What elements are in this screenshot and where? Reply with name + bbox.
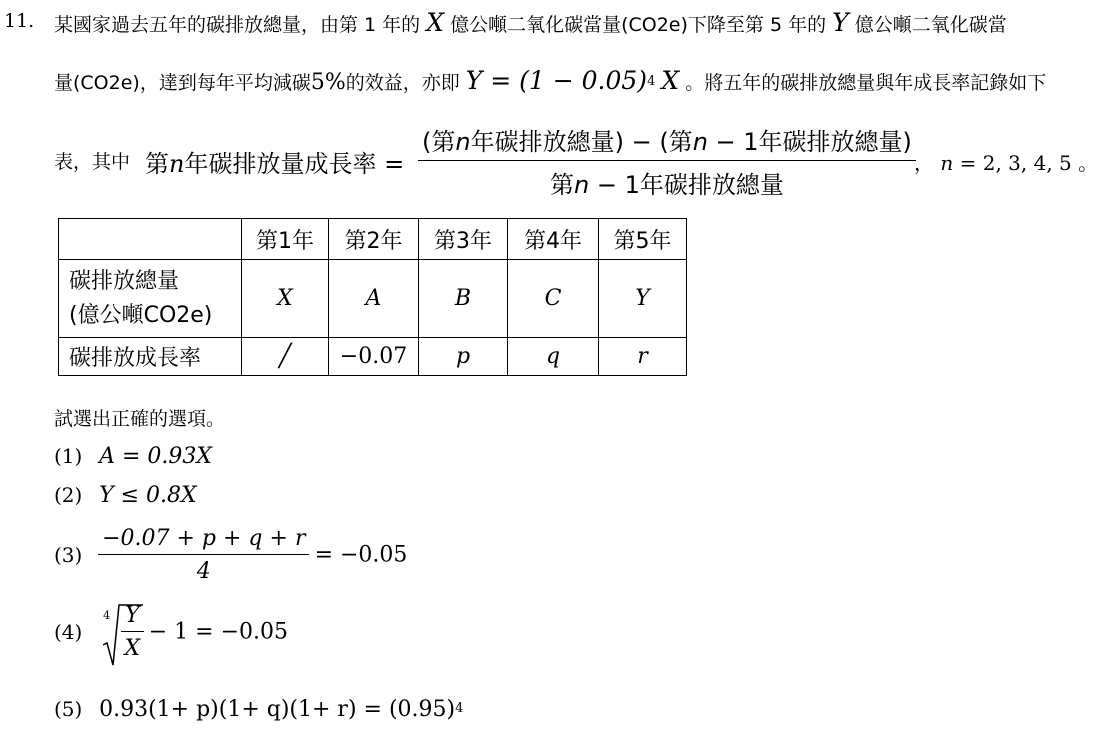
formula-lhs: Y = (1 − 0.05): [465, 66, 648, 95]
rate-num-4: − 1年碳排放總量): [707, 128, 912, 156]
line2-text-b: 的效益，亦即: [345, 72, 460, 94]
line1-text-a: 某國家過去五年的碳排放總量，由第 1 年的: [54, 14, 421, 36]
cell-year1-growth: ╱: [242, 338, 329, 376]
option-2-label: (2): [54, 483, 83, 507]
table-header-row: [59, 219, 687, 260]
n-values-list: = 2, 3, 4, 5: [953, 151, 1072, 175]
option-4-denominator: X: [124, 636, 141, 661]
cell-year4-emissions: C: [508, 260, 599, 338]
n-values-n: n: [940, 151, 954, 175]
rate-def-text-2: 年碳排放量成長率 =: [184, 150, 405, 178]
table-header-year3: 第3年: [419, 219, 508, 260]
row-label-emissions: [59, 260, 242, 338]
percent-value: 5%: [310, 70, 346, 95]
var-y: Y: [832, 8, 849, 37]
option-3[interactable]: [54, 526, 407, 584]
option-4-root: [99, 603, 144, 661]
question-line-3: [54, 147, 130, 174]
option-2[interactable]: [54, 483, 197, 508]
rate-num-n: n: [455, 128, 471, 156]
line1-text-b: 億公噸二氧化碳當量(CO2e)下降至第 5 年的: [450, 14, 827, 36]
row-label-emissions-2: (億公噸CO2e): [69, 302, 213, 328]
rate-def-text-1: 第: [145, 150, 169, 178]
cell-year2-emissions: A: [329, 260, 419, 338]
option-3-numerator: −0.07 + p + q + r: [98, 526, 309, 555]
question-number: 11.: [4, 10, 35, 32]
rate-definition-lhs: [145, 144, 404, 179]
rate-den-n: n: [574, 171, 590, 199]
radical-sign-icon: [103, 603, 143, 667]
option-4[interactable]: [54, 603, 288, 661]
table-header-empty: [59, 219, 242, 260]
table-row-growth: [59, 338, 687, 376]
option-1-label: (1): [54, 444, 83, 468]
table-header-year1: 第1年: [242, 219, 329, 260]
line2-text-c: 。將五年的碳排放總量與年成長率記錄如下: [685, 72, 1047, 94]
rate-num-3: n: [692, 128, 708, 156]
row-label-growth: 碳排放成長率: [59, 338, 242, 376]
rate-num-2: 年碳排放總量) − (第: [470, 128, 693, 156]
cell-year5-growth: r: [599, 338, 687, 376]
rate-def-n: n: [169, 150, 185, 178]
rate-numerator: [418, 122, 916, 161]
n-values-sep: ，: [914, 151, 934, 175]
n-values-end: 。: [1078, 151, 1099, 175]
option-4-root-index: 4: [103, 609, 111, 622]
question-line-1: [54, 8, 1007, 37]
cell-year5-emissions: Y: [599, 260, 687, 338]
table-header-year4: 第4年: [508, 219, 599, 260]
option-3-rhs: = −0.05: [314, 542, 408, 568]
emissions-table: [58, 218, 687, 376]
table-row-emissions: [59, 260, 687, 338]
option-4-numerator: Y: [121, 603, 144, 632]
rate-denominator: [418, 161, 916, 200]
question-prompt: 試選出正確的選項。: [54, 408, 226, 430]
option-3-fraction: [98, 526, 309, 584]
rate-den-1: 第: [550, 171, 575, 199]
table-header-year2: 第2年: [329, 219, 419, 260]
rate-den-3: − 1年碳排放總量: [589, 171, 784, 199]
option-5-label: (5): [54, 697, 83, 721]
rate-fraction: [418, 122, 916, 200]
cell-year3-growth: p: [419, 338, 508, 376]
line3-text-a: 表，其中: [54, 151, 131, 173]
rate-num-1: (第: [422, 128, 456, 156]
row-label-emissions-1: 碳排放總量: [69, 268, 180, 294]
table-header-year5: 第5年: [599, 219, 687, 260]
option-1[interactable]: [54, 444, 212, 469]
option-4-rhs: − 1 = −0.05: [148, 619, 288, 645]
option-1-text: A = 0.93X: [99, 444, 213, 469]
line1-text-c: 億公噸二氧化碳當: [854, 14, 1007, 36]
formula-exponent: 4: [647, 74, 656, 89]
n-values: [914, 147, 1098, 176]
question-line-2: [54, 66, 1046, 95]
option-5-text: 0.93(1+ p)(1+ q)(1+ r) = (0.95): [99, 697, 456, 722]
cell-year4-growth: q: [508, 338, 599, 376]
formula-rhs: X: [661, 66, 680, 95]
cell-year2-growth: −0.07: [329, 338, 419, 376]
line2-text-a: 量(CO2e)，達到每年平均減碳: [54, 72, 311, 94]
option-4-label: (4): [54, 620, 83, 644]
option-5[interactable]: [54, 697, 463, 722]
cell-year1-emissions: X: [242, 260, 329, 338]
option-2-text: Y ≤ 0.8X: [99, 483, 197, 508]
option-5-exponent: 4: [455, 701, 464, 716]
option-3-denominator: 4: [196, 559, 211, 584]
cell-year3-emissions: B: [419, 260, 508, 338]
var-x: X: [426, 8, 445, 37]
option-3-label: (3): [54, 543, 83, 567]
